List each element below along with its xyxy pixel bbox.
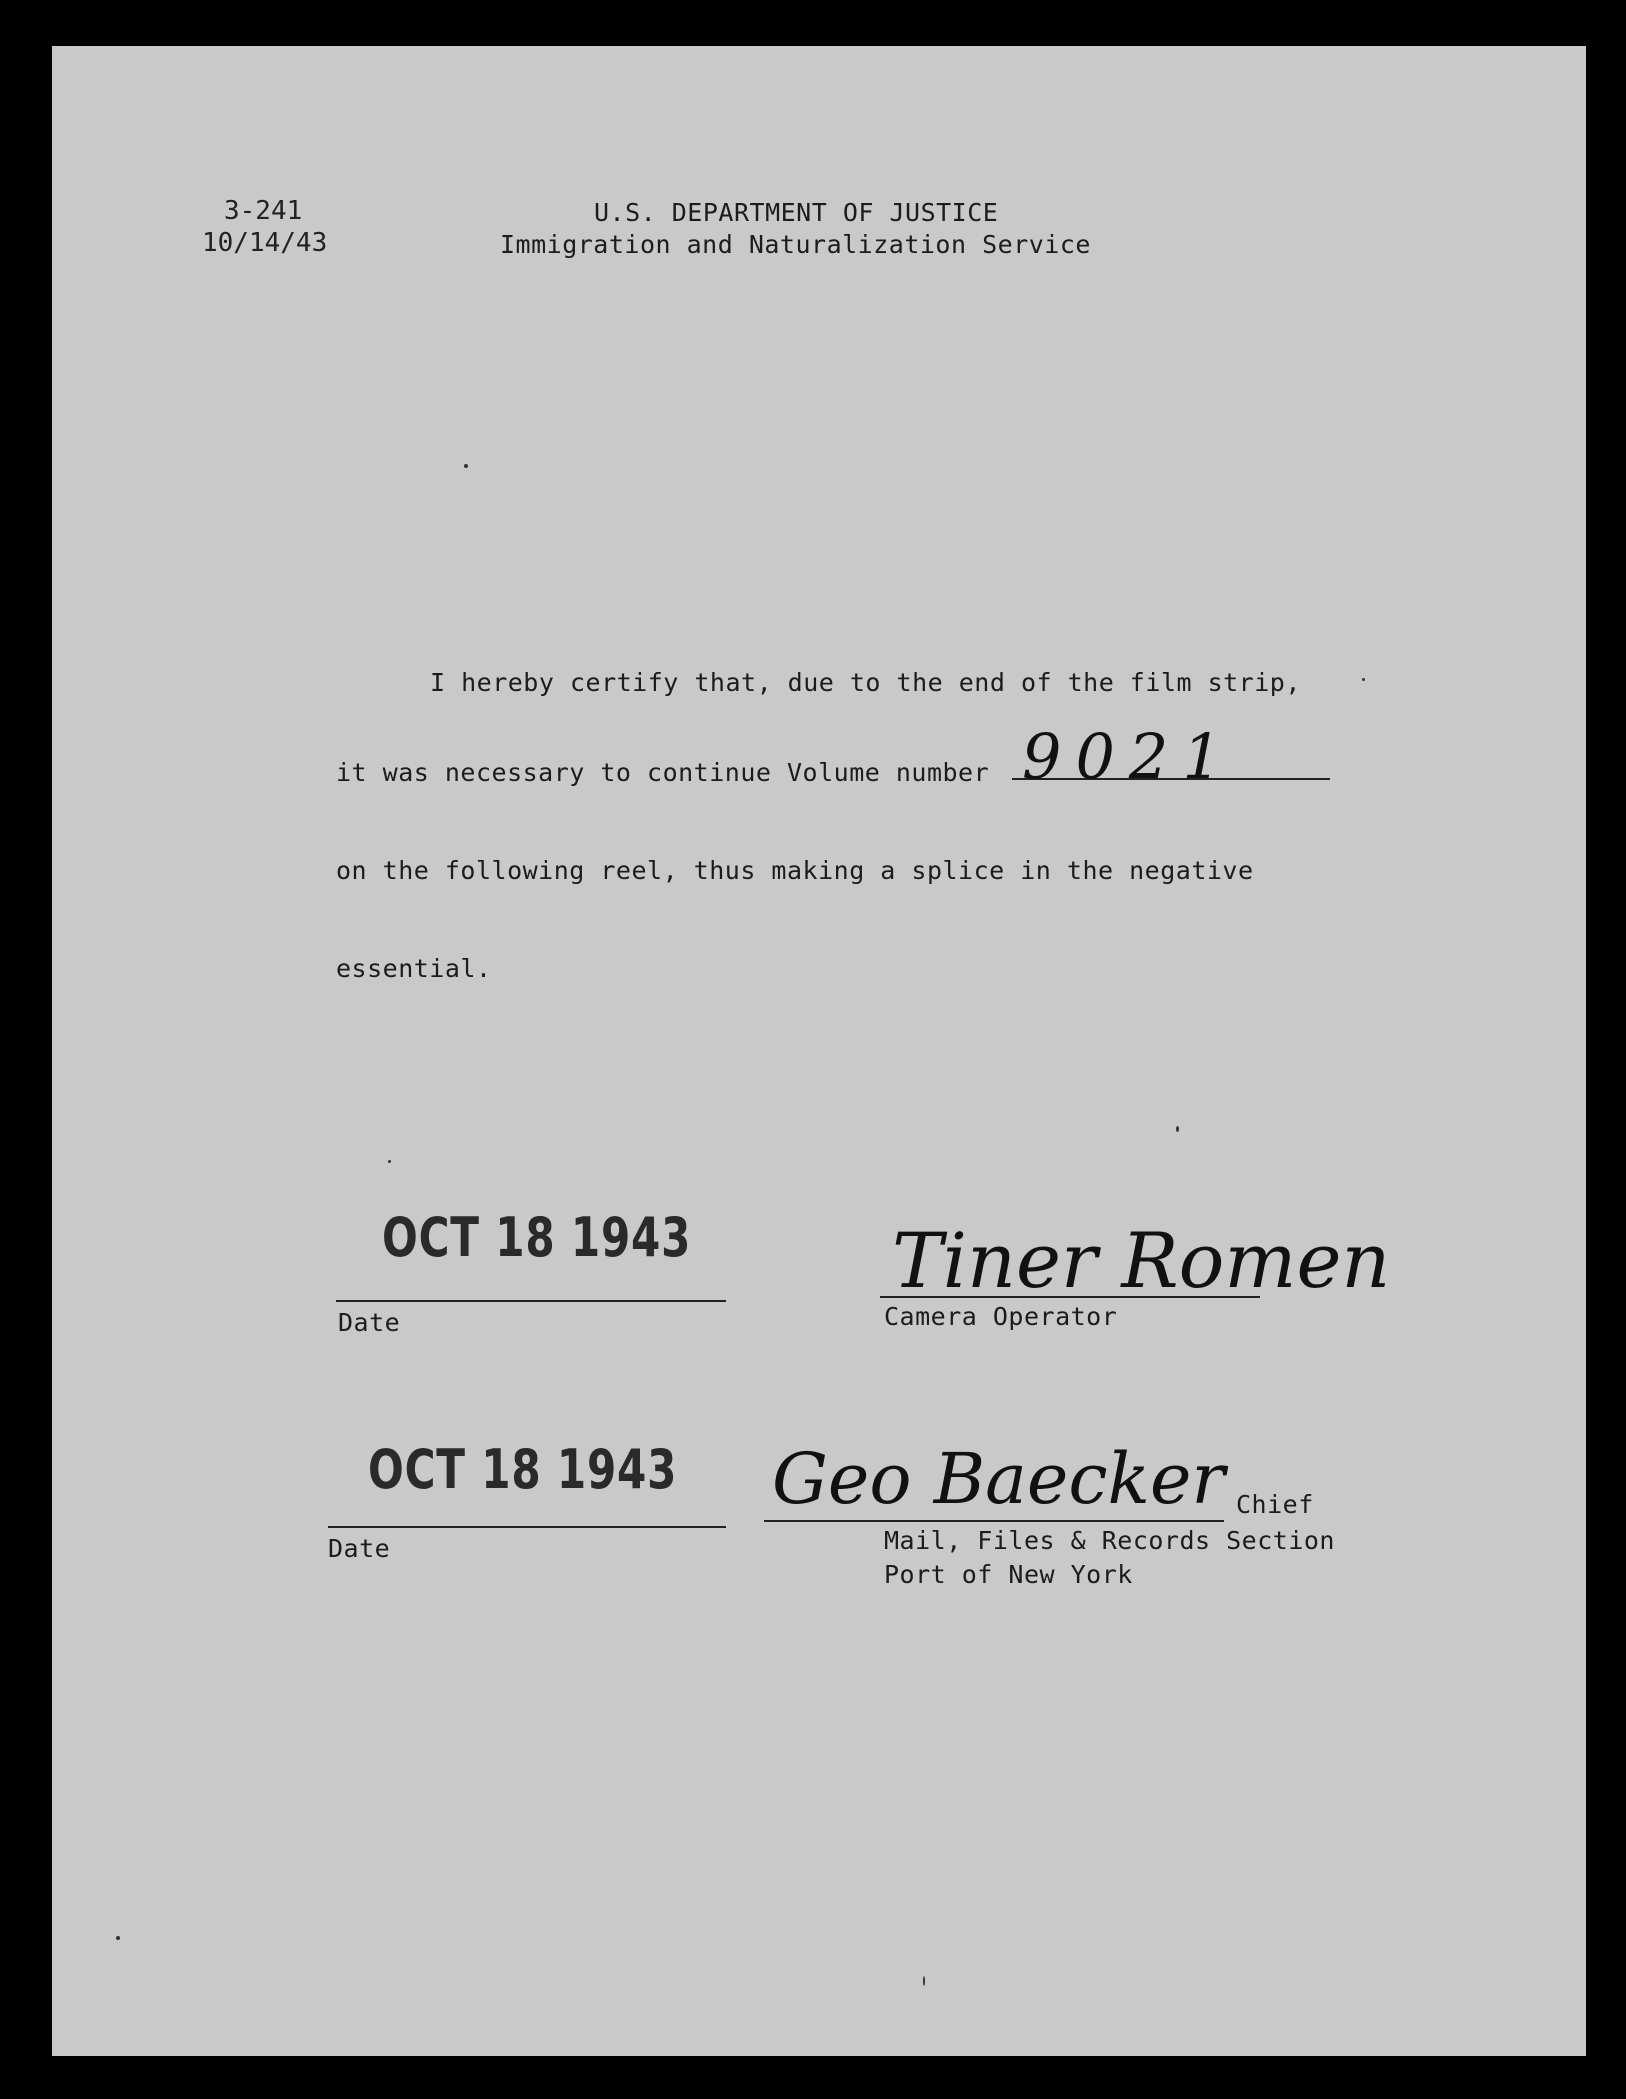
date-label-1: Date [338,1308,401,1337]
date-stamp-2: OCT 18 1943 [368,1438,678,1501]
service-heading: Immigration and Naturalization Service [500,230,1091,259]
date-label-2: Date [328,1534,391,1563]
certification-line-3: on the following reel, thus making a splice in the negative [336,856,1254,885]
volume-number-handwritten: 9021 [1022,720,1236,793]
form-number: 3-241 [224,196,303,226]
certification-line-2: it was necessary to continue Volume number [336,758,990,787]
date-line-1 [336,1300,726,1302]
chief-title: Chief [1236,1490,1314,1519]
document-page [52,46,1586,2056]
certification-line-1: I hereby certify that, due to the end of the film strip, [430,668,1301,697]
dust-speck [116,1936,120,1940]
port-label: Port of New York [884,1560,1133,1589]
date-line-2 [328,1526,726,1528]
camera-operator-signature: Tiner Romen [892,1216,1391,1305]
form-date: 10/14/43 [202,228,328,258]
camera-operator-label: Camera Operator [884,1302,1118,1331]
chief-signature: Geo Baecker [772,1438,1225,1520]
dust-speck [464,464,468,468]
dust-speck [388,1160,391,1163]
department-heading: U.S. DEPARTMENT OF JUSTICE [594,198,999,227]
dust-speck [923,1976,925,1986]
dust-speck [1176,1126,1179,1132]
dust-speck [1362,678,1365,681]
certification-line-4: essential. [336,954,492,983]
date-stamp-1: OCT 18 1943 [382,1206,692,1269]
signature-line-2 [764,1520,1224,1522]
section-label: Mail, Files & Records Section [884,1526,1335,1555]
